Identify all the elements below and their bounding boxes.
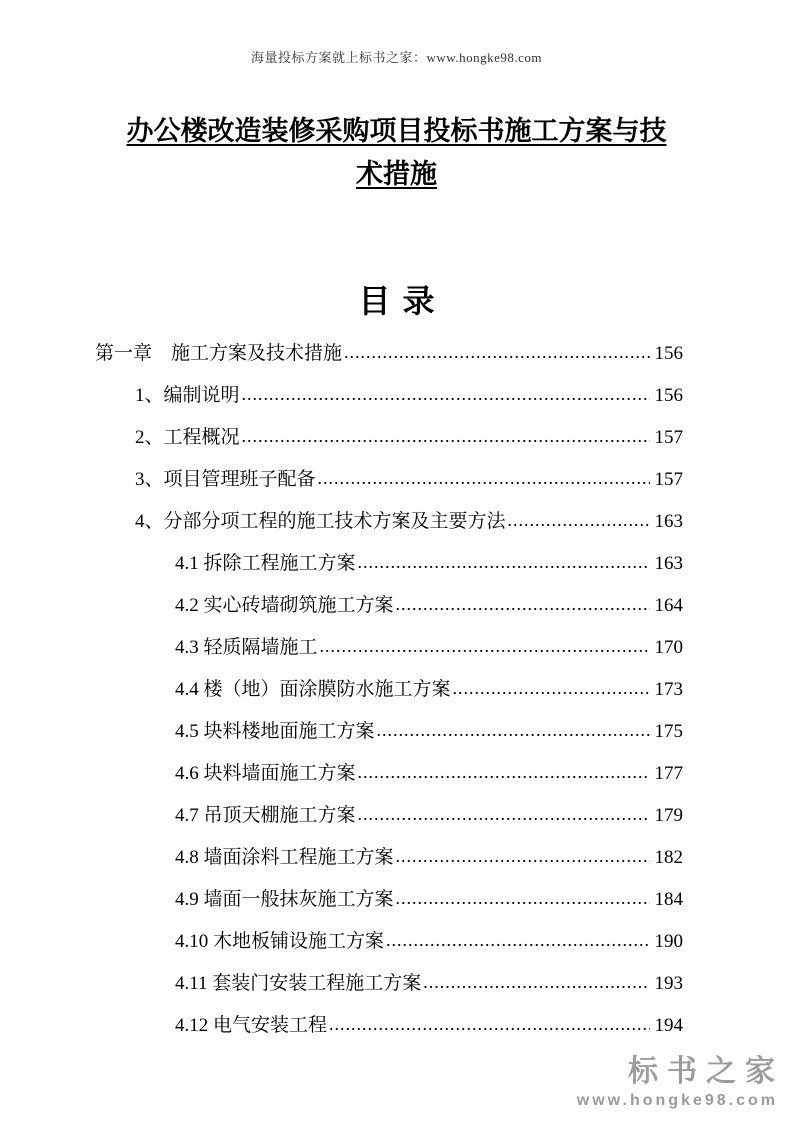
toc-entry-page-number: 157	[654, 469, 683, 490]
toc-dot-leader	[320, 636, 650, 658]
toc-entry-page-number: 173	[654, 679, 683, 700]
toc-entry-label: 1、编制说明	[135, 385, 240, 406]
toc-entry-page-number: 156	[654, 343, 683, 364]
toc-entry-page-number: 163	[654, 511, 683, 532]
toc-entry-label: 4.1 拆除工程施工方案	[175, 553, 356, 574]
toc-dot-leader	[344, 342, 649, 364]
toc-dot-leader	[358, 552, 650, 574]
toc-entry-label: 4.12 电气安装工程	[175, 1015, 328, 1036]
toc-entry-page-number: 193	[654, 973, 683, 994]
toc-entry-page-number: 177	[654, 763, 683, 784]
toc-entry-page-number: 164	[654, 595, 683, 616]
toc-entry-label: 3、项目管理班子配备	[135, 469, 316, 490]
toc-entry-page-number: 156	[654, 385, 683, 406]
toc-dot-leader	[396, 846, 650, 868]
toc-heading: 目录	[358, 283, 447, 319]
toc-entry-label: 4.3 轻质隔墙施工	[175, 637, 318, 658]
toc-dot-leader	[386, 930, 649, 952]
toc-entry[interactable]	[95, 842, 683, 884]
toc-dot-leader	[453, 678, 650, 700]
toc-entry-label: 4.5 块料楼地面施工方案	[175, 721, 375, 742]
toc-entry-page-number: 163	[654, 553, 683, 574]
toc-dot-leader	[377, 720, 650, 742]
watermark-logo-text: 标书之家	[628, 1055, 784, 1089]
toc-entry-page-number: 175	[654, 721, 683, 742]
toc-entry-page-number: 170	[654, 637, 683, 658]
toc-dot-leader	[508, 510, 650, 532]
toc-entry-label: 4.10 木地板铺设施工方案	[175, 931, 385, 952]
toc-entry[interactable]	[95, 674, 683, 716]
toc-entry[interactable]	[95, 884, 683, 926]
toc-entry[interactable]	[95, 464, 683, 506]
toc-entry-label: 4.6 块料墙面施工方案	[175, 763, 356, 784]
toc-dot-leader	[318, 468, 650, 490]
toc-dot-leader	[329, 1014, 649, 1036]
page-header-text: 海量投标方案就上标书之家：www.hongke98.com	[251, 50, 542, 65]
toc-entry-label: 4、分部分项工程的施工技术方案及主要方法	[135, 511, 506, 532]
document-title: 办公楼改造装修采购项目投标书施工方案与技术措施	[126, 116, 667, 189]
toc-entry[interactable]	[95, 380, 683, 422]
toc-entry-page-number: 190	[654, 931, 683, 952]
toc-entry-label: 第一章 施工方案及技术措施	[95, 343, 343, 364]
toc-entry-label: 4.11 套装门安装工程施工方案	[175, 973, 422, 994]
toc-entry[interactable]	[95, 758, 683, 800]
toc-entry[interactable]	[95, 548, 683, 590]
toc-dot-leader	[396, 888, 650, 910]
toc-entry-page-number: 179	[654, 805, 683, 826]
toc-entry-page-number: 194	[654, 1015, 683, 1036]
toc-dot-leader	[358, 762, 650, 784]
toc-entry-label: 4.2 实心砖墙砌筑施工方案	[175, 595, 394, 616]
toc-entry-label: 4.9 墙面一般抹灰施工方案	[175, 889, 394, 910]
toc-entry[interactable]	[95, 422, 683, 464]
toc-entry-label: 4.4 楼（地）面涂膜防水施工方案	[175, 679, 451, 700]
site-watermark	[576, 1055, 784, 1110]
toc-entry[interactable]	[95, 716, 683, 758]
toc-entry[interactable]	[95, 632, 683, 674]
toc-entry-label: 2、工程概况	[135, 427, 240, 448]
toc-dot-leader	[358, 804, 650, 826]
toc-entry-label: 4.7 吊顶天棚施工方案	[175, 805, 356, 826]
toc-entry-label: 4.8 墙面涂料工程施工方案	[175, 847, 394, 868]
toc-entry-page-number: 182	[654, 847, 683, 868]
toc-entry[interactable]	[95, 1010, 683, 1052]
toc-entry[interactable]	[95, 506, 683, 548]
toc-entry[interactable]	[95, 926, 683, 968]
toc-dot-leader	[396, 594, 650, 616]
toc-entry-page-number: 184	[654, 889, 683, 910]
watermark-url-text: www.hongke98.com	[576, 1092, 778, 1110]
toc-list	[95, 338, 683, 1052]
toc-entry-page-number: 157	[654, 427, 683, 448]
toc-entry[interactable]	[95, 968, 683, 1010]
toc-entry[interactable]	[95, 800, 683, 842]
toc-dot-leader	[242, 384, 650, 406]
toc-dot-leader	[423, 972, 649, 994]
toc-dot-leader	[242, 426, 650, 448]
toc-entry[interactable]	[95, 590, 683, 632]
toc-entry[interactable]	[95, 338, 683, 380]
